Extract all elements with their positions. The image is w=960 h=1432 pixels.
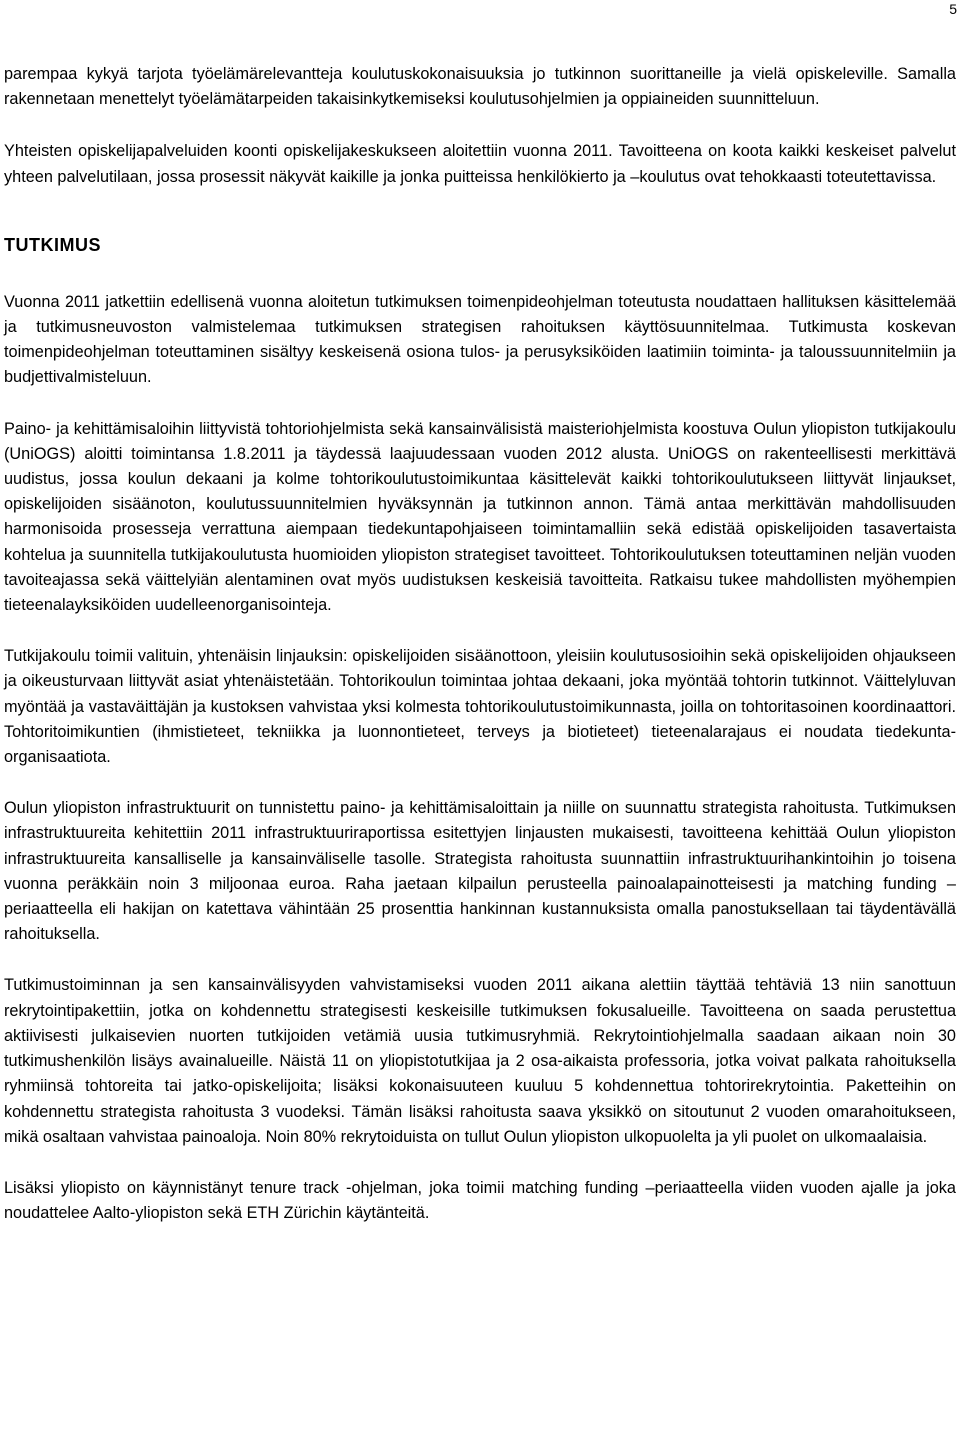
paragraph-intro-2: Yhteisten opiskelijapalveluiden koonti opiskelijakeskukseen aloitettiin vuonna 2011. Tavoitteena on koota kaikki keskeiset palvelut yhteen palvelutilaan, jossa prosessit näkyvät kaikille ja jonka puitteissa henkilökierto ja –koulutus ovat tehokkaasti toteutettavissa. bbox=[4, 142, 956, 186]
section-paragraph-6: Lisäksi yliopisto on käynnistänyt tenure track -ohjelman, joka toimii matching funding –periaatteella viiden vuoden ajalle ja joka noudattelee Aalto-yliopiston sekä ETH Zürichin käytänteitä. bbox=[4, 1178, 956, 1223]
page-number: 5 bbox=[949, 1, 957, 17]
section-paragraph-2: Paino- ja kehittämisaloihin liittyvistä tohtoriohjelmista sekä kansainvälisistä maisteriohjelmista koostuva Oulun yliopiston tutkijakoulu (UniOGS) aloitti toimintansa 1.8.2011 ja täydessä laajuudessaan vuoden 2012 alusta. UniOGS on rakenteellisesti merkittävä uudistus, jossa koulun dekaani ja kolme tohtorikoulutustoimikuntaa käsittelevät kaikki tohtorikoulutukseen liittyvät linjaukset, opiskelijoiden sisäänoton, koulutussuunnitelmien hyväksynnän ja tutkinnon annon. Tämä antaa merkittävän mahdollisuuden harmonisoida prosesseja verrattuna aiempaan tiedekuntapohjaiseen toimintamalliin sekä edistää opiskelijoiden tasavertaista kohtelua ja suunnitella tutkijakoulutusta huomioiden yliopiston strategiset tavoitteet. Tohtorikoulutuksen toteuttaminen neljän vuoden tavoiteajassa sekä väittelyiän alentaminen ovat myös uudistuksen keskeisiä tavoitteita. Ratkaisu tukee mahdollisten myöhempien tieteenalayksiköiden uudelleenorganisointeja. bbox=[4, 419, 956, 615]
section-heading: TUTKIMUS bbox=[4, 234, 101, 255]
document-body bbox=[4, 62, 956, 1226]
section-paragraph-4: Oulun yliopiston infrastruktuurit on tunnistettu paino- ja kehittämisaloittain ja niille on suunnattu strategista rahoitusta. Tutkimuksen infrastruktuureita kehitettiin 2011 infrastruktuuriraportissa esitettyjen linjausten mukaisesti, tavoitteena kehittää Oulun yliopiston infrastruktuureita kansalliselle ja kansainväliselle tasolle. Strategista rahoitusta suunnattiin infrastruktuurihankintoihin jo toisena vuonna peräkkäin noin 3 miljoonaa euroa. Raha jaetaan kilpailun perusteella painoalapainotteisesti ja matching funding –periaatteella eli hakijan on katettava vähintään 25 prosenttia hankinnan kustannuksista omalla panostuksellaan tai täydentävällä rahoituksella. bbox=[4, 799, 956, 944]
section-paragraph-5: Tutkimustoiminnan ja sen kansainvälisyyden vahvistamiseksi vuoden 2011 aikana alettiin täyttää tehtäviä 13 niin sanottuun rekrytointipakettiin, jotka on kohdennettu strategisesti keskeisille tutkimuksen fokusalueille. Tavoitteena on saada perustettua aktiivisesti julkaisevien nuorten tutkijoiden vetämiä uusia tutkimusryhmiä. Rekrytointiohjelmalla saadaan aikaan noin 30 tutkimushenkilön lisäys avainalueille. Näistä 11 on yliopistotutkijaa ja 2 osa-aikaista professoria, jotka voivat palkata rahoituksella ryhmiinsä tohtoreita tai jatko-opiskelijoita; lisäksi kokonaisuuteen kuuluu 5 kohdennettua tohtorirekrytointia. Paketteihin on kohdennettu strategista rahoitusta 3 vuodeksi. Tämän lisäksi rahoitusta saava yksikkö on sitoutunut 2 vuoden omarahoitukseen, mikä osaltaan vahvistaa painoaloja. Noin 80% rekrytoiduista on tullut Oulun yliopiston ulkopuolelta ja yli puolet on ulkomaalaisia. bbox=[4, 976, 956, 1146]
paragraph-intro-1: parempaa kykyä tarjota työelämärelevantteja koulutuskokonaisuuksia jo tutkinnon suorittaneille ja vielä opiskeleville. Samalla rakennetaan menettelyt työelämätarpeiden takaisinkytkemiseksi koulutusohjelmien ja oppiaineiden suunnitteluun. bbox=[4, 65, 956, 109]
section-paragraph-1: Vuonna 2011 jatkettiin edellisenä vuonna aloitetun tutkimuksen toimenpideohjelman toteutusta noudattaen hallituksen käsittelemää ja tutkimusneuvoston valmistelemaa tutkimuksen strategisen rahoituksen käyttösuunnitelmaa. Tutkimusta koskevan toimenpideohjelman toteuttaminen sisältyy keskeisenä osiona tulos- ja perusyksiköiden laatimiin toiminta- ja taloussuunnitelmiin ja budjettivalmisteluun. bbox=[4, 292, 956, 387]
section-paragraph-3: Tutkijakoulu toimii valituin, yhtenäisin linjauksin: opiskelijoiden sisäänottoon, yleisiin koulutusosioihin sekä opiskelijoiden ohjaukseen ja oikeusturvaan liittyvät asiat yhtenäistetään. Tohtorikoulun toimintaa johtaa dekaani, joka myöntää tohtorin tutkinnot. Väittelyluvan myöntää ja vastaväittäjän ja kustoksen vahvistaa yksi kolmesta tohtorikoulutustoimikunnasta, joilla on tohtoritasoinen koordinaattori. Tohtoritoimikuntien (ihmistieteet, tekniikka ja luonnontieteet, terveys ja biotieteet) tieteenalarajaus ei noudata tiedekunta-organisaatiota. bbox=[4, 647, 956, 767]
